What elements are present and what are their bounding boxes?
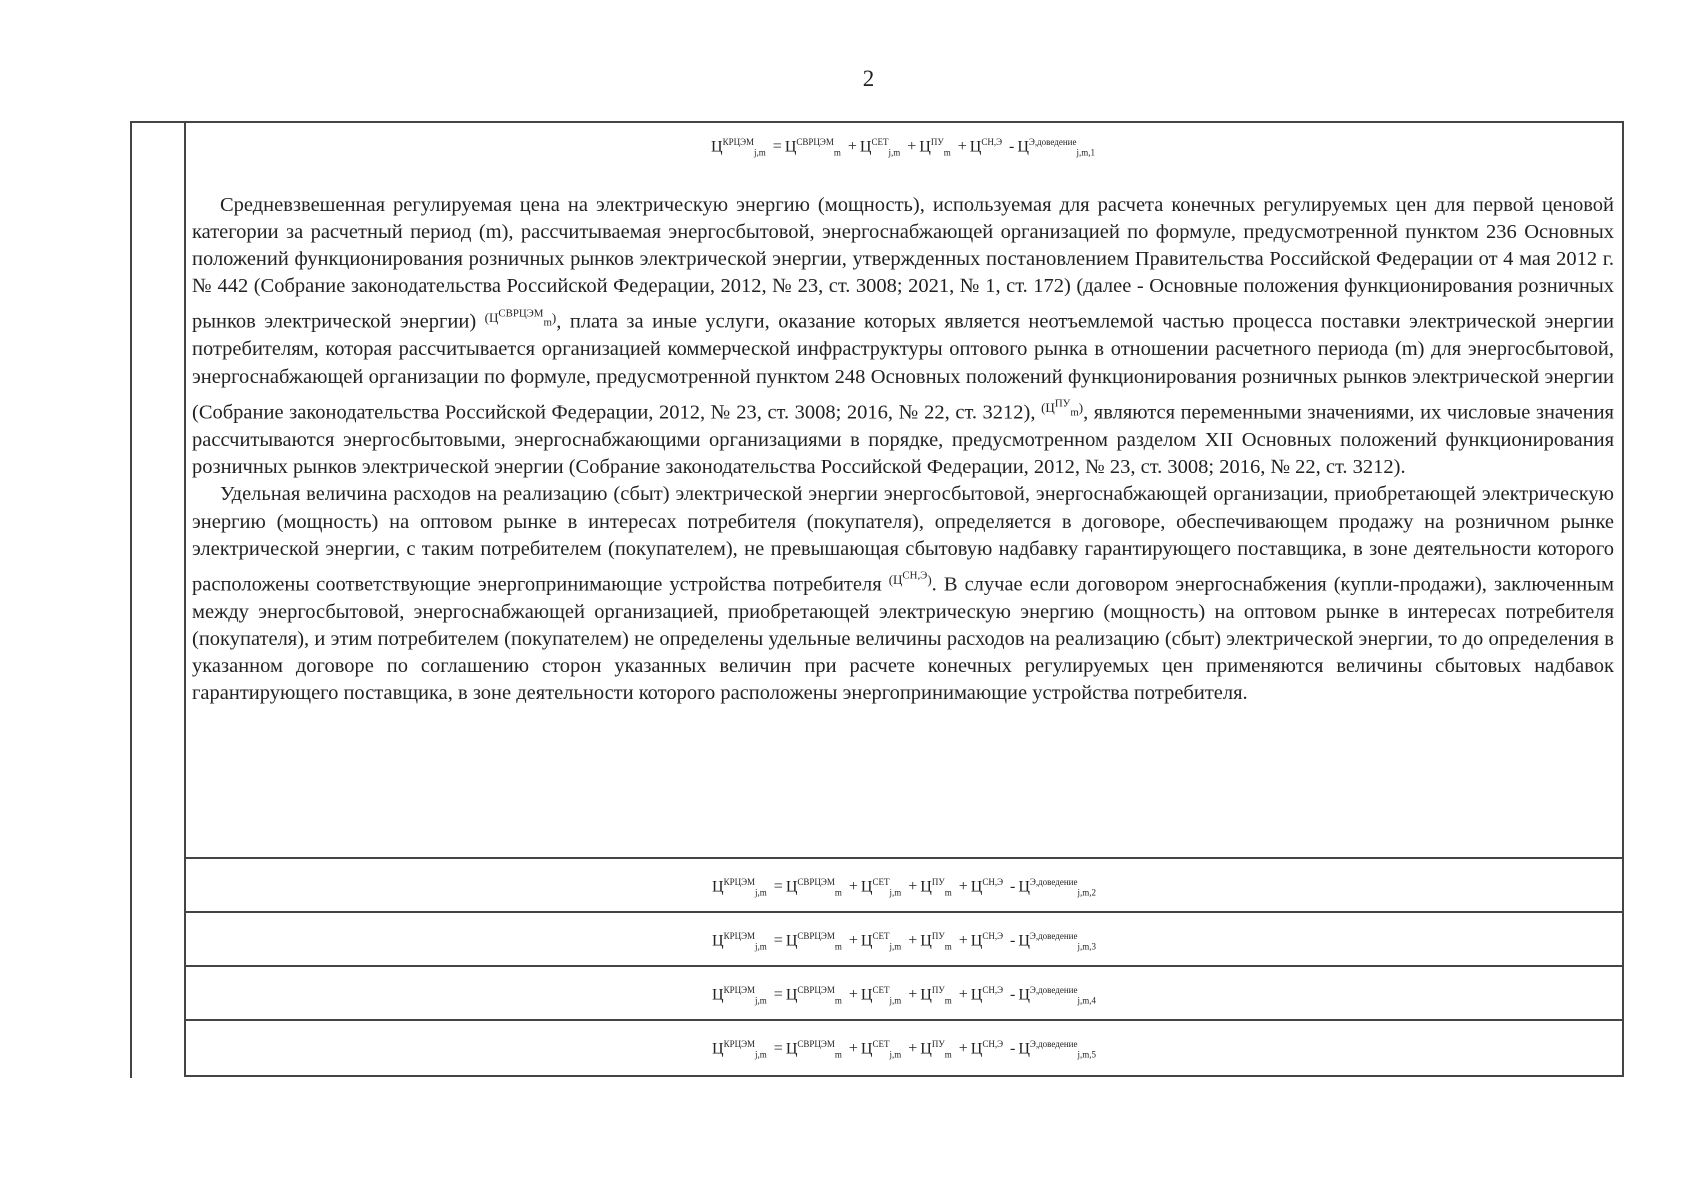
- formula-term-sne: $Ц^{СН,Э}$: [970, 931, 1004, 950]
- formula-plus: +: [958, 932, 968, 950]
- symbol-sne: (ЦСН,Э): [888, 570, 932, 588]
- page-number: 2: [862, 66, 875, 91]
- formula-plus: +: [958, 986, 968, 1004]
- formula-table: [184, 121, 1624, 1077]
- formula-term-pu: $Ц^{ПУ}_m$: [920, 877, 952, 898]
- formula-lhs: $Ц^{КРЦЭМ}_{j,m}$: [712, 985, 767, 1006]
- main-cell: [186, 121, 1622, 859]
- formula-term-svrcem: $Ц^{СВРЦЭМ}_m$: [785, 877, 842, 898]
- formula-term-dovedenie: $Ц^{Э,доведение}_{j,m,2}$: [1018, 877, 1096, 898]
- formula-plus: +: [848, 986, 858, 1004]
- formula-plus: +: [908, 1040, 918, 1058]
- formula-minus: -: [1010, 986, 1016, 1004]
- formula-row-3: [186, 925, 1622, 958]
- formula-term-pu: $Ц^{ПУ}_m$: [920, 1039, 952, 1060]
- formula-equals: =: [773, 932, 783, 950]
- formula-plus: +: [957, 138, 967, 156]
- formula-row-4: [186, 979, 1622, 1012]
- paragraph-sales-expenses: Удельная величина расходов на реализацию (сбыт) электрической энергии энергосбытовой, энергоснабжающей организации, приобретающей электрическую энергию (мощность) на оптовом рынке в интересах потребителя (покупателя), определяется в договоре, обеспечивающем продажу на розничном рынке электрической энергии, с таким потребителем (покупателем), не превышающая сбытовую надбавку гарантирующего поставщика, в зоне деятельности которого расположены соответствующие энергопринимающие устройства потребителя $^{(Ц^{СН,Э})}$. В случае если договором энергоснабжения (купли-продажи), заключенным между энергосбытовой, энергоснабжающей организацией, приобретающей электрическую энергию (мощность) на оптовом рынке в интересах потребителя (покупателя), и этим потребителем (покупателем) не определены удельные величины расходов на реализацию (сбыт) электрической энергии, то до определения в указанном договоре по соглашению сторон указанных величин при расчете конечных регулируемых цен применяются величины сбытовых надбавок гарантирующего поставщика, в зоне деятельности которого расположены энергопринимающие устройства потребителя.: [192, 483, 1615, 705]
- symbol-svrcem: (ЦСВРЦЭМm): [484, 307, 557, 329]
- formula-plus: +: [847, 138, 857, 156]
- formula-term-sne: $Ц^{СН,Э}$: [970, 1039, 1004, 1058]
- formula-lhs: $Ц^{КРЦЭМ}_{j,m}$: [711, 137, 766, 158]
- formula-term-svrcem: $Ц^{СВРЦЭМ}_m$: [785, 985, 842, 1006]
- formula-cell-2: [186, 859, 1622, 913]
- formula-term-set: $Ц^{СЕТ}_{j,m}$: [860, 985, 902, 1006]
- formula-lhs: $Ц^{КРЦЭМ}_{j,m}$: [712, 877, 767, 898]
- formula-cell-5: [186, 1021, 1622, 1075]
- formula-term-set: $Ц^{СЕТ}_{j,m}$: [860, 1039, 902, 1060]
- formula-plus: +: [848, 932, 858, 950]
- formula-term-sne: $Ц^{СН,Э}$: [969, 137, 1003, 156]
- formula-row-1: [192, 131, 1614, 164]
- formula-term-sne: $Ц^{СН,Э}$: [970, 985, 1004, 1004]
- formula-minus: -: [1009, 138, 1015, 156]
- formula-lhs: $Ц^{КРЦЭМ}_{j,m}$: [712, 1039, 767, 1060]
- formula-term-set: $Ц^{СЕТ}_{j,m}$: [859, 137, 901, 158]
- formula-term-sne: $Ц^{СН,Э}$: [970, 877, 1004, 896]
- formula-equals: =: [773, 878, 783, 896]
- formula-plus: +: [958, 1040, 968, 1058]
- formula-cell-4: [186, 967, 1622, 1021]
- formula-minus: -: [1010, 1040, 1016, 1058]
- formula-term-dovedenie: $Ц^{Э,доведение}_{j,m,5}$: [1018, 1039, 1096, 1060]
- formula-plus: +: [848, 1040, 858, 1058]
- formula-term-dovedenie: $Ц^{Э,доведение}_{j,m,3}$: [1018, 931, 1096, 952]
- formula-plus: +: [908, 878, 918, 896]
- formula-minus: -: [1010, 932, 1016, 950]
- formula-term-dovedenie: $Ц^{Э,доведение}_{j,m,1}$: [1017, 137, 1095, 158]
- formula-cell-3: [186, 913, 1622, 967]
- formula-equals: =: [772, 138, 782, 156]
- formula-plus: +: [908, 986, 918, 1004]
- formula-term-pu: $Ц^{ПУ}_m$: [920, 985, 952, 1006]
- formula-term-dovedenie: $Ц^{Э,доведение}_{j,m,4}$: [1018, 985, 1096, 1006]
- formula-equals: =: [773, 1040, 783, 1058]
- formula-term-svrcem: $Ц^{СВРЦЭМ}_m$: [785, 931, 842, 952]
- formula-minus: -: [1010, 878, 1016, 896]
- formula-lhs: $Ц^{КРЦЭМ}_{j,m}$: [712, 931, 767, 952]
- formula-term-svrcem: $Ц^{СВРЦЭМ}_m$: [784, 137, 841, 158]
- formula-term-set: $Ц^{СЕТ}_{j,m}$: [860, 931, 902, 952]
- symbol-pu: (ЦПУm): [1041, 397, 1084, 419]
- formula-row-2: [186, 871, 1622, 904]
- formula-row-5: [186, 1033, 1622, 1066]
- formula-term-svrcem: $Ц^{СВРЦЭМ}_m$: [785, 1039, 842, 1060]
- formula-plus: +: [908, 932, 918, 950]
- formula-plus: +: [907, 138, 917, 156]
- formula-term-set: $Ц^{СЕТ}_{j,m}$: [860, 877, 902, 898]
- formula-plus: +: [958, 878, 968, 896]
- formula-equals: =: [773, 986, 783, 1004]
- left-border-line: [130, 121, 132, 1078]
- formula-term-pu: $Ц^{ПУ}_m$: [919, 137, 951, 158]
- formula-plus: +: [848, 878, 858, 896]
- formula-term-pu: $Ц^{ПУ}_m$: [920, 931, 952, 952]
- paragraph-average-price: Средневзвешенная регулируемая цена на электрическую энергию (мощность), используемая для расчета конечных регулируемых цен для первой ценовой категории за расчетный период (m), рассчитываемая энергосбытовой, энергоснабжающей организацией по формуле, предусмотренной пунктом 236 Основных положений функционирования розничных рынков электрической энергии, утвержденных постановлением Правительства Российской Федерации от 4 мая 2012 г. № 442 (Собрание законодательства Российской Федерации, 2012, № 23, ст. 3008; 2021, № 1, ст. 172) (далее - Основные положения функционирования розничных рынков электрической энергии) $^{(Ц^{СВРЦЭМ}_m)}$, плата за иные услуги, оказание которых является неотъемлемой частью процесса поставки электрической энергии потребителям, которая рассчитывается организацией коммерческой инфраструктуры оптового рынка в отношении расчетного периода (m) для энергосбытовой, энергоснабжающей организации по формуле, предусмотренной пунктом 248 Основных положений функционирования розничных рынков электрической энергии (Собрание законодательства Российской Федерации, 2012, № 23, ст. 3008; 2016, № 22, ст. 3212), $^{(Ц^{ПУ}_m)}$, являются переменными значениями, их числовые значения рассчитываются энергосбытовыми, энергоснабжающими организациями в порядке, предусмотренном разделом XII Основных положений функционирования розничных рынков электрической энергии (Собрание законодательства Российской Федерации, 2012, № 23, ст. 3008; 2016, № 22, ст. 3212).: [192, 193, 1615, 479]
